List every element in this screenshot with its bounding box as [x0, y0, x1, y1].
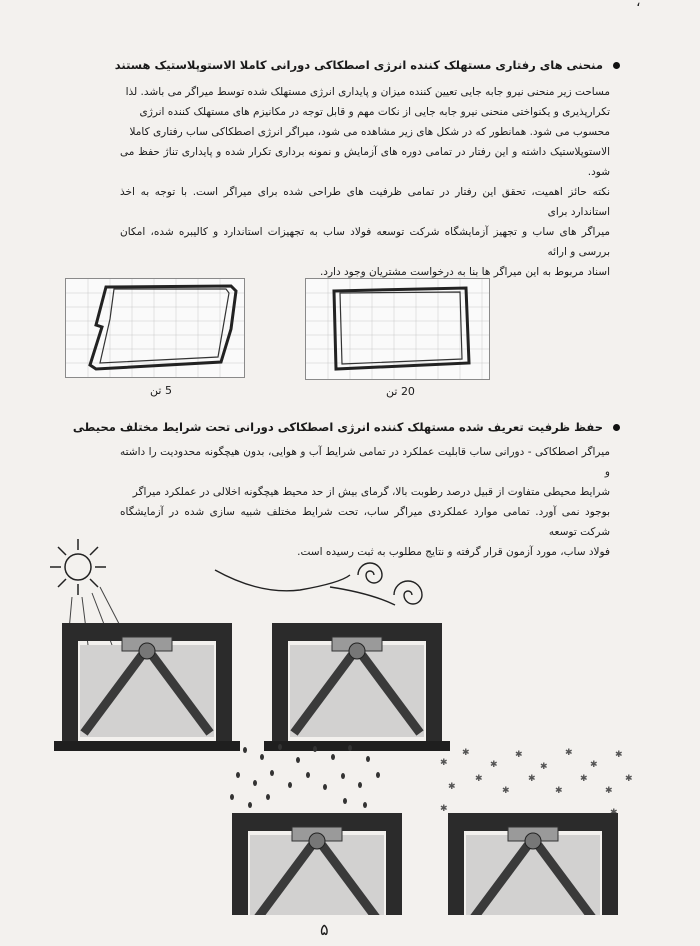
section2-line: فولاد ساب، مورد آزمون قرار گرفته و نتایج مطلوب به ثبت رسیده است.	[297, 546, 610, 558]
section2-line: شرایط محیطی متفاوت از قبیل درصد رطوبت بالا، گرمای بیش از حد محیط هیچگونه اخلالی در عملکرد میراگر	[132, 486, 610, 498]
hysteresis-curve	[334, 288, 469, 369]
section2-line: بوجود نمی آورد. تمامی موارد عملکردی میراگر ساب، تحت شرایط مختلف شبیه سازی شده در آزمایشگاه شرکت توسعه	[120, 506, 610, 538]
hysteresis-chart-5-ton-svg	[66, 279, 244, 377]
wind-icon	[215, 563, 422, 605]
bullet-icon	[613, 62, 620, 69]
section1-line: الاستوپلاستیک داشته و این رفتار در تمامی دوره های آزمایش و نمونه برداری تکرار شده و پایداری تناژ حفظ می شود.	[120, 146, 610, 178]
hysteresis-chart-20-ton-svg	[306, 279, 489, 379]
svg-text:✱: ✱	[440, 758, 448, 768]
environment-illustrations	[0, 535, 700, 915]
frame-rain	[224, 813, 410, 915]
rain-condition	[224, 744, 410, 915]
hysteresis-curve	[90, 286, 236, 369]
rain-icon	[230, 744, 380, 808]
section1-line: میراگر های ساب و تجهیز آزمایشگاه شرکت توسعه فولاد ساب به تجهیزات استاندارد و کالیبره شده، امکان بررسی و ارائه	[120, 226, 610, 258]
snow-icon	[440, 748, 633, 818]
hysteresis-chart-5-ton	[65, 278, 245, 378]
bullet-icon	[613, 424, 620, 431]
section1-line: اسناد مربوط به این میراگر ها بنا به درخواست مشتریان وجود دارد.	[319, 266, 610, 278]
svg-text:✱: ✱	[540, 762, 548, 772]
chart-caption-5-ton: 5 تن	[150, 384, 172, 397]
svg-text:✱: ✱	[462, 748, 470, 758]
section1-line: مساحت زیر منحنی نیرو جابه جایی تعیین کننده میزان و پایداری انرژی مستهلک شده توسط میراگر می باشد. لذا	[125, 86, 610, 98]
header-mark: ،	[636, 0, 641, 10]
svg-text:✱: ✱	[515, 750, 523, 760]
snow-condition	[440, 748, 633, 915]
svg-text:✱: ✱	[615, 750, 623, 760]
svg-text:✱: ✱	[590, 760, 598, 770]
frame-wind	[264, 623, 450, 751]
svg-text:✱: ✱	[605, 786, 613, 796]
svg-text:✱: ✱	[528, 774, 536, 784]
svg-text:✱: ✱	[475, 774, 483, 784]
svg-text:✱: ✱	[490, 760, 498, 770]
frame-snow	[440, 813, 626, 915]
svg-text:✱: ✱	[502, 786, 510, 796]
svg-text:✱: ✱	[555, 786, 563, 796]
wind-condition	[215, 563, 450, 751]
section1-line: نکته حائز اهمیت، تحقق این رفتار در تمامی ظرفیت های طراحی شده برای میراگر است. با توجه به اخذ استاندارد برای	[120, 186, 610, 218]
svg-text:✱: ✱	[448, 782, 456, 792]
section2-line: میراگر اصطکاکی - دورانی ساب قابلیت عملکرد در تمامی شرایط آب و هوایی، بدون هیچگونه محدودیت را داشته و	[120, 446, 610, 478]
chart-caption-20-ton: 20 تن	[386, 385, 415, 398]
section1-paragraph	[120, 82, 610, 282]
svg-text:✱: ✱	[580, 774, 588, 784]
svg-text:✱: ✱	[440, 804, 448, 814]
section1-line: تکرارپذیری و یکنواختی منحنی نیرو جابه جایی از نکات مهم و قابل توجه در مکانیزم های مستهلک کننده انرژی	[139, 106, 610, 118]
svg-text:✱: ✱	[565, 748, 573, 758]
hysteresis-chart-20-ton	[305, 278, 490, 380]
section2-title-text: حفظ ظرفیت تعریف شده مستهلک کننده انرژی اصطکاکی دورانی تحت شرایط مختلف محیطی	[72, 420, 603, 434]
section1-line: محسوب می شود. همانطور که در شکل های زیر مشاهده می شود، میراگر انرژی اصطکاکی ساب رفتاری کاملا	[129, 126, 610, 138]
frame-sun	[54, 623, 240, 751]
section2-title	[73, 420, 620, 434]
hysteresis-curve-inner	[100, 289, 229, 363]
section1-title-text: منحنی های رفتاری مستهلک کننده انرژی اصطکاکی دورانی کاملا الاستوپلاستیک هستند	[114, 58, 603, 72]
sun-condition	[50, 539, 240, 751]
page-number: ۵	[320, 920, 329, 939]
svg-text:✱: ✱	[625, 774, 633, 784]
section1-title	[115, 58, 620, 72]
hysteresis-curve-inner	[340, 292, 462, 364]
